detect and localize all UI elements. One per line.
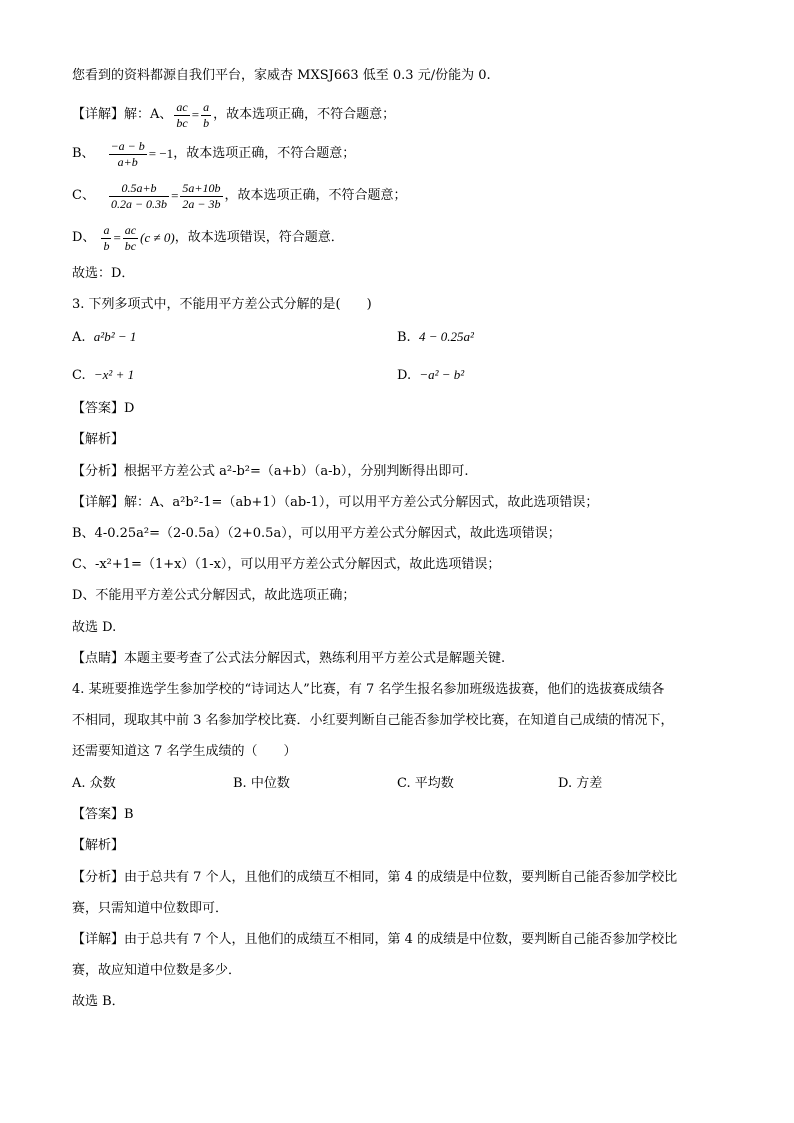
q3-option-c: C. −x² + 1 (72, 367, 135, 383)
q4-question-line3: 还需要知道这 7 名学生成绩的（ ） (72, 744, 297, 759)
q2-choose: 故选：D． (72, 266, 135, 281)
q4-question-line2: 不相同，现取其中前 3 名参加学校比赛．小红要判断自己能否参加学校比赛，在知道自己成绩的情况下， (72, 713, 674, 728)
q2-detail-c: C、 $\frac{0.5a+b}{0.2a - 0.3b}$ = $\frac{5a+10b}{2a - 3b}$ ，故本选项正确，不符合题意； (72, 180, 407, 211)
q3-option-d: D. −a² − b² (397, 367, 465, 383)
q2-detail-d: D、 $\frac{a}{b}$ = $\frac{ac}{bc}$ (c ≠ 0) ，故本选项错误，符合题意． (72, 222, 344, 253)
q4-option-b: B. 中位数 (233, 776, 290, 791)
q4-detail-line2: 赛，故应知道中位数是多少． (72, 963, 242, 978)
q3-detail-b: B、4-0.25a²=（2-0.5a）（2+0.5a），可以用平方差公式分解因式，故此选项错误； (72, 526, 561, 541)
q3-analysis: 【分析】根据平方差公式 a²-b²=（a+b）（a-b），分别判断得出即可. (72, 464, 469, 479)
q3-option-b: B. 4 − 0.25a² (397, 329, 474, 345)
fraction: $\frac{5a+10b}{2a - 3b}$ (182, 180, 221, 211)
fraction: $\frac{ac}{bc}$ (124, 222, 137, 253)
detail-label: 【详解】解：A、 (72, 107, 173, 122)
header-note: 您看到的资料都源自我们平台，家威杏 MXSJ663 低至 0.3 元/份能为 0. (72, 68, 491, 83)
q3-answer: 【答案】D (72, 401, 135, 416)
q3-comment: 【点睛】本题主要考查了公式法分解因式，熟练利用平方差公式是解题关键. (72, 651, 506, 666)
q4-detail-line1: 【详解】由于总共有 7 个人，且他们的成绩互不相同，第 4 的成绩是中位数，要判断自己能否参加学校比 (72, 932, 678, 947)
q4-option-c: C. 平均数 (397, 776, 454, 791)
q3-choose: 故选 D. (72, 620, 117, 635)
q3-option-a: A. a²b² − 1 (72, 329, 137, 345)
fraction: $\frac{a}{b}$ (103, 222, 110, 253)
q3-analysis-head: 【解析】 (72, 432, 125, 447)
fraction: $\frac{0.5a+b}{0.2a - 0.3b}$ (110, 180, 168, 211)
q3-question: 3. 下列多项式中，不能用平方差公式分解的是( ) (72, 297, 372, 312)
q2-detail-b: B、 $\frac{-a - b}{a+b}$ = −1 ，故本选项正确，不符合题意； (72, 138, 356, 169)
q4-question-line1: 4. 某班要推选学生参加学校的“诗词达人”比赛，有 7 名学生报名参加班级选拔赛，他们的选拔赛成绩各 (72, 682, 665, 697)
q4-choose: 故选 B． (72, 994, 125, 1009)
fraction: $\frac{-a - b}{a+b}$ (110, 138, 145, 169)
q3-detail-a: 【详解】解：A、a²b²-1=（ab+1）（ab-1），可以用平方差公式分解因式，故此选项错误； (72, 495, 599, 510)
q4-analysis-line1: 【分析】由于总共有 7 个人，且他们的成绩互不相同，第 4 的成绩是中位数，要判断自己能否参加学校比 (72, 870, 678, 885)
q3-detail-d: D、不能用平方差公式分解因式，故此选项正确； (72, 588, 356, 603)
fraction: $\frac{ac}{bc}$ (176, 99, 188, 130)
q4-answer: 【答案】B (72, 807, 134, 822)
q4-option-d: D. 方差 (558, 776, 603, 791)
fraction: $\frac{a}{b}$ (203, 99, 210, 130)
q4-analysis-line2: 赛，只需知道中位数即可． (72, 901, 229, 916)
q4-option-a: A. 众数 (72, 776, 116, 791)
q3-detail-c: C、-x²+1=（1+x）（1-x），可以用平方差公式分解因式，故此选项错误； (72, 557, 501, 572)
q2-detail-a: 【详解】解：A、 $\frac{ac}{bc}$ = $\frac{a}{b}$ ，故本选项正确，不符合题意； (72, 99, 396, 130)
q4-analysis-head: 【解析】 (72, 838, 125, 853)
